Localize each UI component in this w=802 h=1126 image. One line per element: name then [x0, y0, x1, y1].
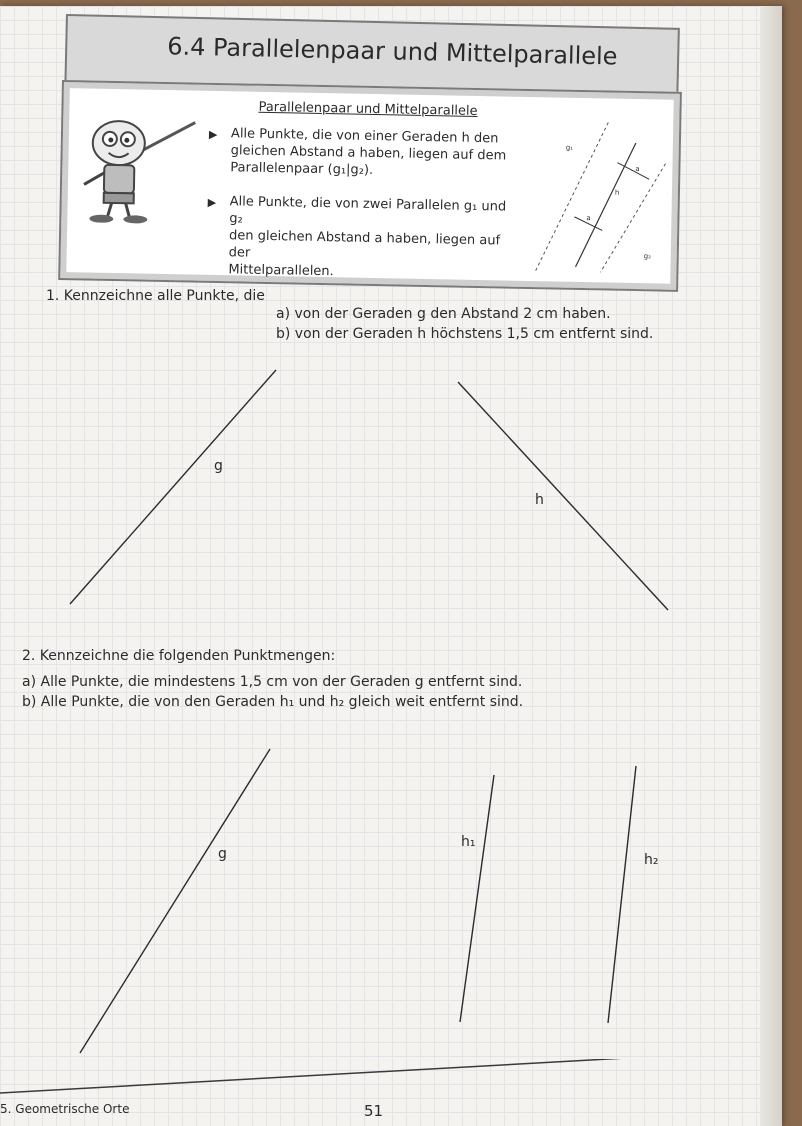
rule-1-line: Parallelenpaar (g₁|g₂).	[230, 160, 374, 178]
rule-2-line: Alle Punkte, die von zwei Parallelen g₁ und g₂	[229, 194, 507, 227]
task2-heading: 2. Kennzeichne die folgenden Punktmengen:	[22, 648, 336, 664]
line-g-task1	[70, 370, 276, 604]
line-g-task2	[80, 749, 270, 1053]
label-g1: g₁	[565, 143, 574, 152]
line-h1	[460, 775, 494, 1022]
worksheet-page	[0, 6, 782, 1126]
section-title: 6.4 Parallelenpaar und Mittelparallele	[166, 32, 618, 71]
page-number: 51	[364, 1102, 384, 1120]
task2-part-a: a) Alle Punkte, die mindestens 1,5 cm von der Geraden g entfernt sind.	[22, 674, 523, 690]
task1-intro: 1. Kennzeichne alle Punkte, die	[46, 288, 265, 304]
label-a: a	[586, 214, 591, 223]
label-g2: g₂	[643, 252, 652, 261]
line-h-task1	[458, 382, 668, 610]
label-h1: h₁	[461, 834, 476, 850]
label-h: h	[614, 188, 620, 197]
rule-2-line: den gleichen Abstand a haben, liegen auf der	[228, 228, 501, 261]
label-h2: h₂	[644, 852, 659, 868]
construction-lines	[0, 6, 782, 1126]
task1-part-b: b) von der Geraden h höchstens 1,5 cm entfernt sind.	[276, 326, 654, 342]
label-h-task1: h	[535, 492, 544, 508]
bullet-arrow-icon: ▶	[208, 127, 218, 141]
rule-1-line: gleichen Abstand a haben, liegen auf dem	[230, 143, 507, 164]
bullet-arrow-icon: ▶	[207, 195, 217, 209]
label-g-task2: g	[218, 846, 227, 862]
rule-heading: Parallelenpaar und Mittelparallele	[258, 99, 478, 119]
rule-2-line: Mittelparallelen.	[228, 262, 334, 280]
line-h2	[608, 766, 636, 1023]
footer-divider	[0, 1059, 782, 1099]
footer-chapter: 5. Geometrische Orte	[0, 1102, 130, 1116]
label-g-task1: g	[214, 458, 223, 474]
rule-1-line: Alle Punkte, die von einer Geraden h den	[230, 126, 499, 147]
task2-part-b: b) Alle Punkte, die von den Geraden h₁ und h₂ gleich weit entfernt sind.	[22, 694, 524, 710]
task1-part-a: a) von der Geraden g den Abstand 2 cm haben.	[276, 306, 611, 322]
label-a: a	[635, 165, 640, 174]
